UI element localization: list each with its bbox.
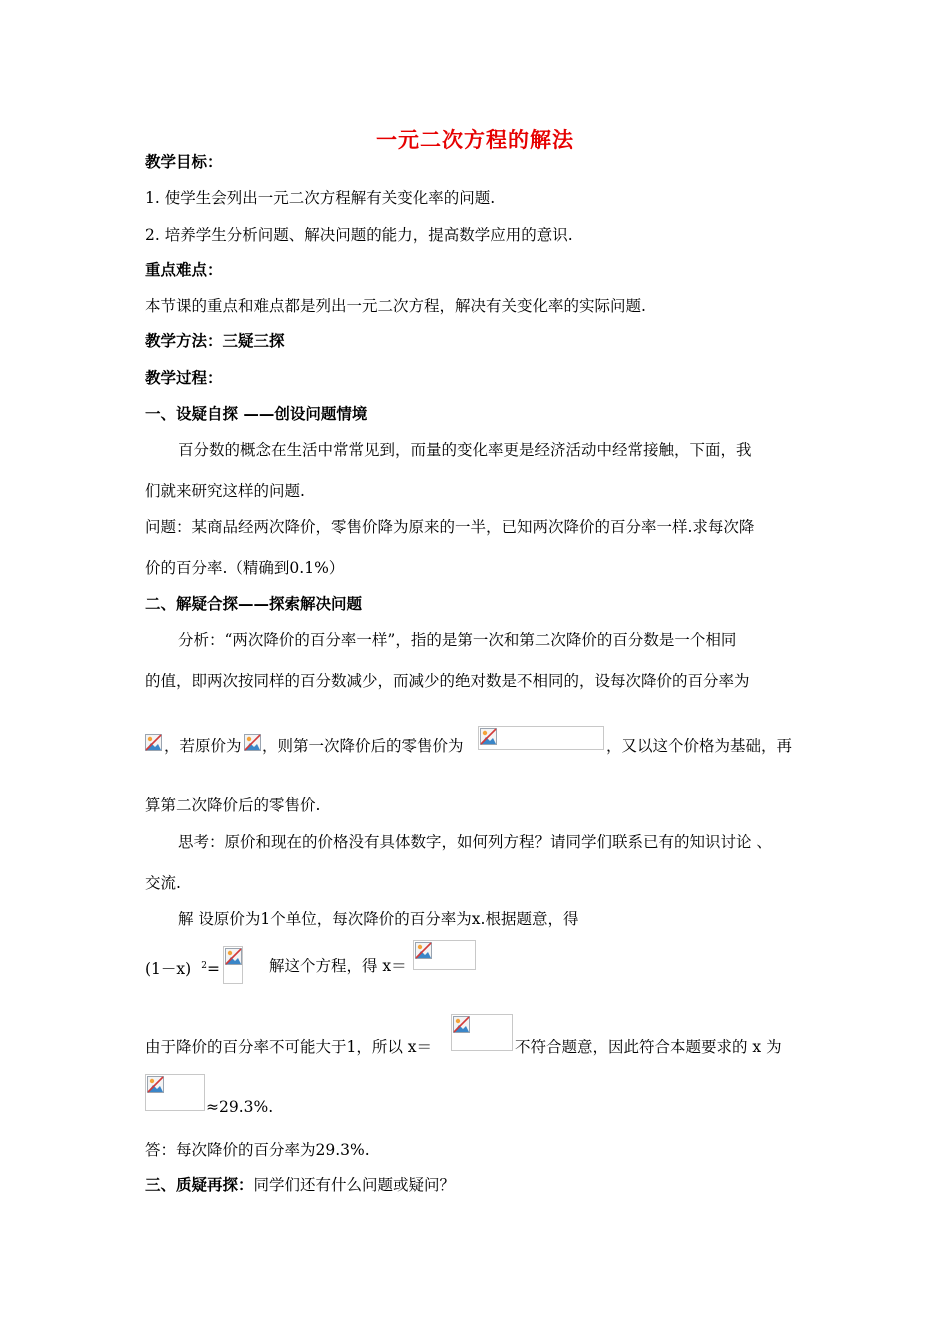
equation-lhs: (1－x)	[145, 960, 192, 979]
section-1-para-line-1: 百分数的概念在生活中常常见到，而量的变化率更是经济活动中经常接触，下面，我	[178, 441, 752, 459]
equation-equals: =	[206, 960, 220, 979]
answer-line: 答：每次降价的百分率为29.3%.	[145, 1141, 370, 1159]
goal-1: 1. 使学生会列出一元二次方程解有关变化率的问题.	[145, 189, 496, 207]
formula-image-roots	[413, 940, 476, 970]
broken-image-icon	[225, 948, 242, 965]
section-3-line	[145, 1175, 455, 1195]
formula-image-first-price	[478, 726, 604, 750]
section-1-para-line-2: 们就来研究这样的问题.	[145, 482, 305, 500]
formula-image-half	[223, 946, 243, 984]
problem-line-1: 问题：某商品经两次降价，零售价降为原来的一半，已知两次降价的百分率一样.求每次降	[145, 518, 755, 536]
broken-image-icon	[244, 734, 261, 751]
reject-line-part-1: 由于降价的百分率不可能大于1，所以 x＝	[145, 1038, 433, 1056]
analysis-line-3-part-1: ，若原价为	[164, 737, 242, 755]
section-3-text: 同学们还有什么问题或疑问？	[253, 1176, 456, 1194]
section-2-heading: 二、解疑合探——探索解决问题	[145, 595, 363, 613]
formula-image-x	[145, 734, 162, 751]
reject-line-part-2: 不符合题意，因此符合本题要求的 x 为	[515, 1038, 782, 1056]
section-3-heading: 三、质疑再探：	[145, 1176, 254, 1194]
solution-intro: 解 设原价为1个单位，每次降价的百分率为x.根据题意，得	[178, 910, 579, 928]
analysis-line-3-part-3: ，又以这个价格为基础，再	[606, 737, 793, 755]
equation-solve-text: 解这个方程，得 x＝	[269, 957, 407, 975]
document-title: 一元二次方程的解法	[376, 128, 574, 152]
section-1-heading: 一、设疑自探 ——创设问题情境	[145, 405, 368, 423]
analysis-line-4: 算第二次降价后的零售价.	[145, 796, 321, 814]
process-heading: 教学过程：	[145, 369, 223, 387]
analysis-line-1: 分析：“两次降价的百分率一样”，指的是第一次和第二次降价的百分数是一个相同	[178, 631, 737, 649]
think-line-1: 思考：原价和现在的价格没有具体数字，如何列方程？请同学们联系已有的知识讨论 、	[178, 833, 772, 851]
broken-image-icon	[147, 1076, 164, 1093]
broken-image-icon	[145, 734, 162, 751]
problem-line-2: 价的百分率.（精确到0.1%）	[145, 559, 345, 577]
goal-2: 2. 培养学生分析问题、解决问题的能力，提高数学应用的意识.	[145, 226, 573, 244]
equation-left	[145, 956, 220, 979]
think-line-2: 交流.	[145, 874, 181, 892]
formula-image-rejected-root	[451, 1014, 513, 1051]
analysis-line-2: 的值，即两次按同样的百分数减少，而减少的绝对数是不相同的，设每次降价的百分率为	[145, 672, 750, 690]
goals-heading: 教学目标：	[145, 153, 223, 171]
formula-image-original-price	[244, 734, 261, 751]
broken-image-icon	[415, 942, 432, 959]
method-line: 教学方法：三疑三探	[145, 332, 285, 350]
key-heading: 重点难点：	[145, 261, 223, 279]
analysis-line-3-part-2: ，则第一次降价后的零售价为	[262, 737, 464, 755]
broken-image-icon	[453, 1016, 470, 1033]
formula-image-accepted-root	[145, 1074, 205, 1111]
approx-value: ≈29.3%.	[206, 1098, 274, 1116]
key-text: 本节课的重点和难点都是列出一元二次方程，解决有关变化率的实际问题.	[145, 297, 646, 315]
broken-image-icon	[480, 728, 497, 745]
equation-exponent: 2	[201, 961, 207, 971]
